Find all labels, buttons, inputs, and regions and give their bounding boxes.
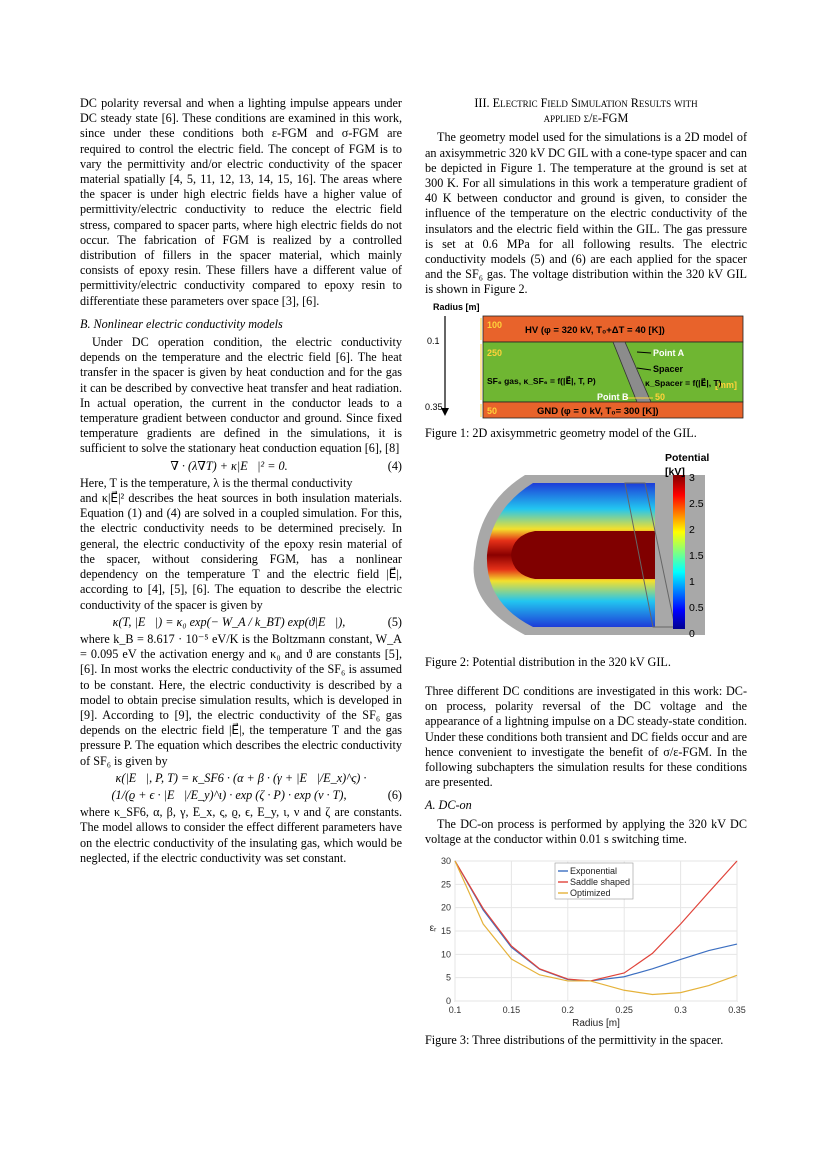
equation-body: κ(|E⃗|, P, T) = κ_SF6 · (α + β · (γ + |E⃗|/E_x)^ς) · [115, 770, 367, 785]
figure-3-caption: Figure 3: Three distributions of the permittivity in the spacer. [425, 1033, 724, 1048]
y-tick-label: 30 [440, 856, 451, 867]
colorbar-tick: 3 [689, 471, 695, 484]
equation-number: (6) [387, 787, 402, 802]
colorbar-tick: 2 [689, 523, 695, 536]
x-tick-label: 0.35 [728, 1005, 746, 1016]
y-tick-label: 25 [440, 879, 451, 890]
equation-6-line-1 [80, 771, 402, 786]
equation-5 [80, 615, 402, 630]
figure-2-potential [425, 453, 747, 653]
colorbar-tick: 0.5 [689, 601, 704, 614]
sf6-label: SF₆ gas, κ_SF₆ = f(|E⃗|, T, P) [487, 375, 596, 386]
figure-3-chart [425, 853, 747, 1031]
colorbar-title: Potential [665, 452, 710, 464]
x-tick-label: 0.25 [615, 1005, 633, 1016]
dimension-label: 250 [487, 347, 503, 358]
figure-2-caption: Figure 2: Potential distribution in the 320 kV GIL. [425, 654, 671, 669]
radius-tick-label: 0.35 [425, 401, 443, 412]
paragraph: The geometry model used for the simulations is a 2D model of an axisymmetric 320 kV DC GIL with a cone-type spacer and can be depicted in Figure 1. The temperature at the ground is set at 300 K. For all simulations in this work a temperature gradient of 40 K between conductor and ground is given, to consider the influence of the temperature on the electric conductivity of the insulators and the electric field within the GIL. The gas pressure is set at 0.6 MPa for all following results. The electric conductivity models (5) and (6) are each applied for the spacer and the SF₆ gas. The voltage distribution within the 320 kV GIL is shown in Figure 2. [425, 130, 747, 297]
dimension-label: 50 [655, 391, 666, 402]
y-axis-label: εᵣ [429, 923, 437, 935]
radius-tick-label: 0.1 [427, 335, 440, 346]
right-column [425, 96, 747, 1054]
colorbar-unit: [kV] [665, 465, 685, 478]
dimension-label: 50 [487, 405, 498, 416]
colorbar-tick: 1 [689, 575, 695, 588]
equation-body: (1/(ϱ + ϵ · |E⃗|/E_y)^ι) · exp (ζ · P) · exp (ν · T), [111, 787, 347, 802]
kspacer-label: κ_Spacer = f(|E⃗|, T) [645, 377, 722, 388]
dimension-label: 100 [487, 319, 503, 330]
paragraph: The DC-on process is performed by applying the 320 kV DC voltage at the conductor within 0.01 s switching time. [425, 816, 747, 846]
equation-number: (5) [387, 614, 402, 629]
paragraph: DC polarity reversal and when a lighting impulse appears under DC steady state [6]. These conditions are examined in this work, since under these conditions both ε-FGM and σ-FGM are required to control the electric field. The concept of FGM is to vary the permittivity and/or electric conductivity of the spacer material spatially [4, 5, 11, 12, 13, 14, 15, 16]. The areas where the spacer is under high electric fields have a higher value of permittivity/electric conductivity to reduce the electric field stress, compared to spacer parts, where high electric fields do not occur. The fabrication of FGM is realized by a controlled distribution of fillers in the spacer material, which mainly consists of epoxy resin. These fillers have a different value of permittivity/electric conductivity compared to epoxy resin to differentiate these parameters over space [3], [6]. [80, 96, 402, 308]
point-a-label: Point A [653, 347, 685, 358]
hv-label: HV (φ = 320 kV, T₀+ΔT = 40 [K]) [525, 324, 665, 336]
left-column [80, 96, 402, 866]
equation-body: κ(T, |E⃗|) = κ₀ exp(− W_A / k_BT) exp(ϑ|E⃗|), [112, 614, 346, 629]
equation-body: ∇ · (λ∇T) + κ|E⃗|² = 0. [170, 458, 288, 473]
paragraph: Here, T is the temperature, λ is the thermal conductivity [80, 475, 353, 490]
equation-number: (4) [387, 458, 402, 473]
x-axis-label: Radius [m] [572, 1018, 620, 1030]
legend-entry: Exponential [570, 866, 618, 877]
equation-6-line-2 [80, 788, 402, 803]
paragraph: where κ_SF6, α, β, γ, E_x, ς, ϱ, ϵ, E_y, ι, ν and ζ are constants. The model allows to consider the effect different parameters have on the electric conductivity of the insulating gas, which would be neglected, if the electric conductivity was set constant. [80, 805, 402, 865]
figure-1-geometry [425, 300, 747, 424]
y-tick-label: 15 [440, 926, 451, 937]
x-tick-label: 0.3 [674, 1005, 687, 1016]
gil-conductor [511, 531, 655, 579]
spacer-label: Spacer [653, 363, 684, 374]
section-title-line: applied σ/ε-FGM [543, 111, 629, 126]
paragraph: and κ|E⃗|² describes the heat sources in both insulation materials. Equation (1) and (4) are solved in a coupled simulation. For this, the electric conductivity needs to be determined precisely. In general, the electric conductivity of the epoxy resin material of the spacer, without considering FGM, has a nonlinear dependency on the temperature T and the electric field |E⃗|, according to [4], [5], [6]. The equation to describe the electric conductivity of the spacer is given by [80, 491, 402, 612]
colorbar-tick: 2.5 [689, 497, 704, 510]
point-b-label: Point B [597, 391, 629, 402]
radius-label: Radius [m] [433, 301, 480, 312]
x-tick-label: 0.1 [448, 1005, 462, 1016]
colorbar [673, 475, 685, 629]
subsection-heading: B. Nonlinear electric conductivity models [80, 316, 283, 331]
mm-label: [mm] [715, 379, 737, 390]
section-title-line: III. Electric Field Simulation Results with [474, 96, 698, 110]
y-tick-label: 10 [440, 949, 451, 960]
y-tick-label: 0 [445, 996, 451, 1007]
legend-entry: Optimized [570, 888, 611, 899]
colorbar-tick: 0 [689, 627, 695, 640]
colorbar-tick: 1.5 [689, 549, 704, 562]
y-tick-label: 5 [445, 972, 451, 983]
equation-4 [80, 459, 402, 474]
paragraph: Under DC operation condition, the electric conductivity depends on the temperature and the electric field [6]. The heat transfer in the spacer is given by heat conduction and for the gas it can be described by convective heat transfer and heat radiation. In actual operation, the current in the conductor leads to a temperature gradient between conductor and ground. Since fixed temperature gradients are defined in the simulations, it is sufficient to solve the stationary heat conduction equation [6], [8] [80, 335, 402, 456]
paragraph: where k_B = 8.617 · 10⁻⁵ eV/K is the Boltzmann constant, W_A = 0.095 eV the activation energy and κ₀ and ϑ are constants [5], [6]. In most works the electric conductivity of the SF₆ is assumed to be constant. Here, the electric conductivity is described by a model to obtain precise simulation results, which is developed in [9]. According to [9], the electric conductivity of the SF₆ gas depends on the electric field |E⃗|, the temperature T and the gas pressure P. The equation which describes the electric conductivity of SF₆ is given by [80, 631, 402, 768]
y-tick-label: 20 [440, 902, 451, 913]
figure-1-caption: Figure 1: 2D axisymmetric geometry model of the GIL. [425, 425, 697, 440]
paragraph: Three different DC conditions are investigated in this work: DC-on process, polarity reversal of the DC voltage and the appearance of a lightning impulse on a DC steady-state condition. Under these conditions both transient and DC fields occur and are hence convenient to investigate the benefit of σ/ε-FGM. In the following subchapters the simulation results for these conditions are presented. [425, 684, 747, 790]
x-tick-label: 0.2 [561, 1005, 575, 1016]
subsection-heading: A. DC-on [425, 798, 472, 813]
section-title [425, 96, 747, 126]
x-tick-label: 0.15 [502, 1005, 521, 1016]
legend-entry: Saddle shaped [570, 877, 631, 888]
gnd-label: GND (φ = 0 kV, T₀= 300 [K]) [537, 405, 659, 417]
